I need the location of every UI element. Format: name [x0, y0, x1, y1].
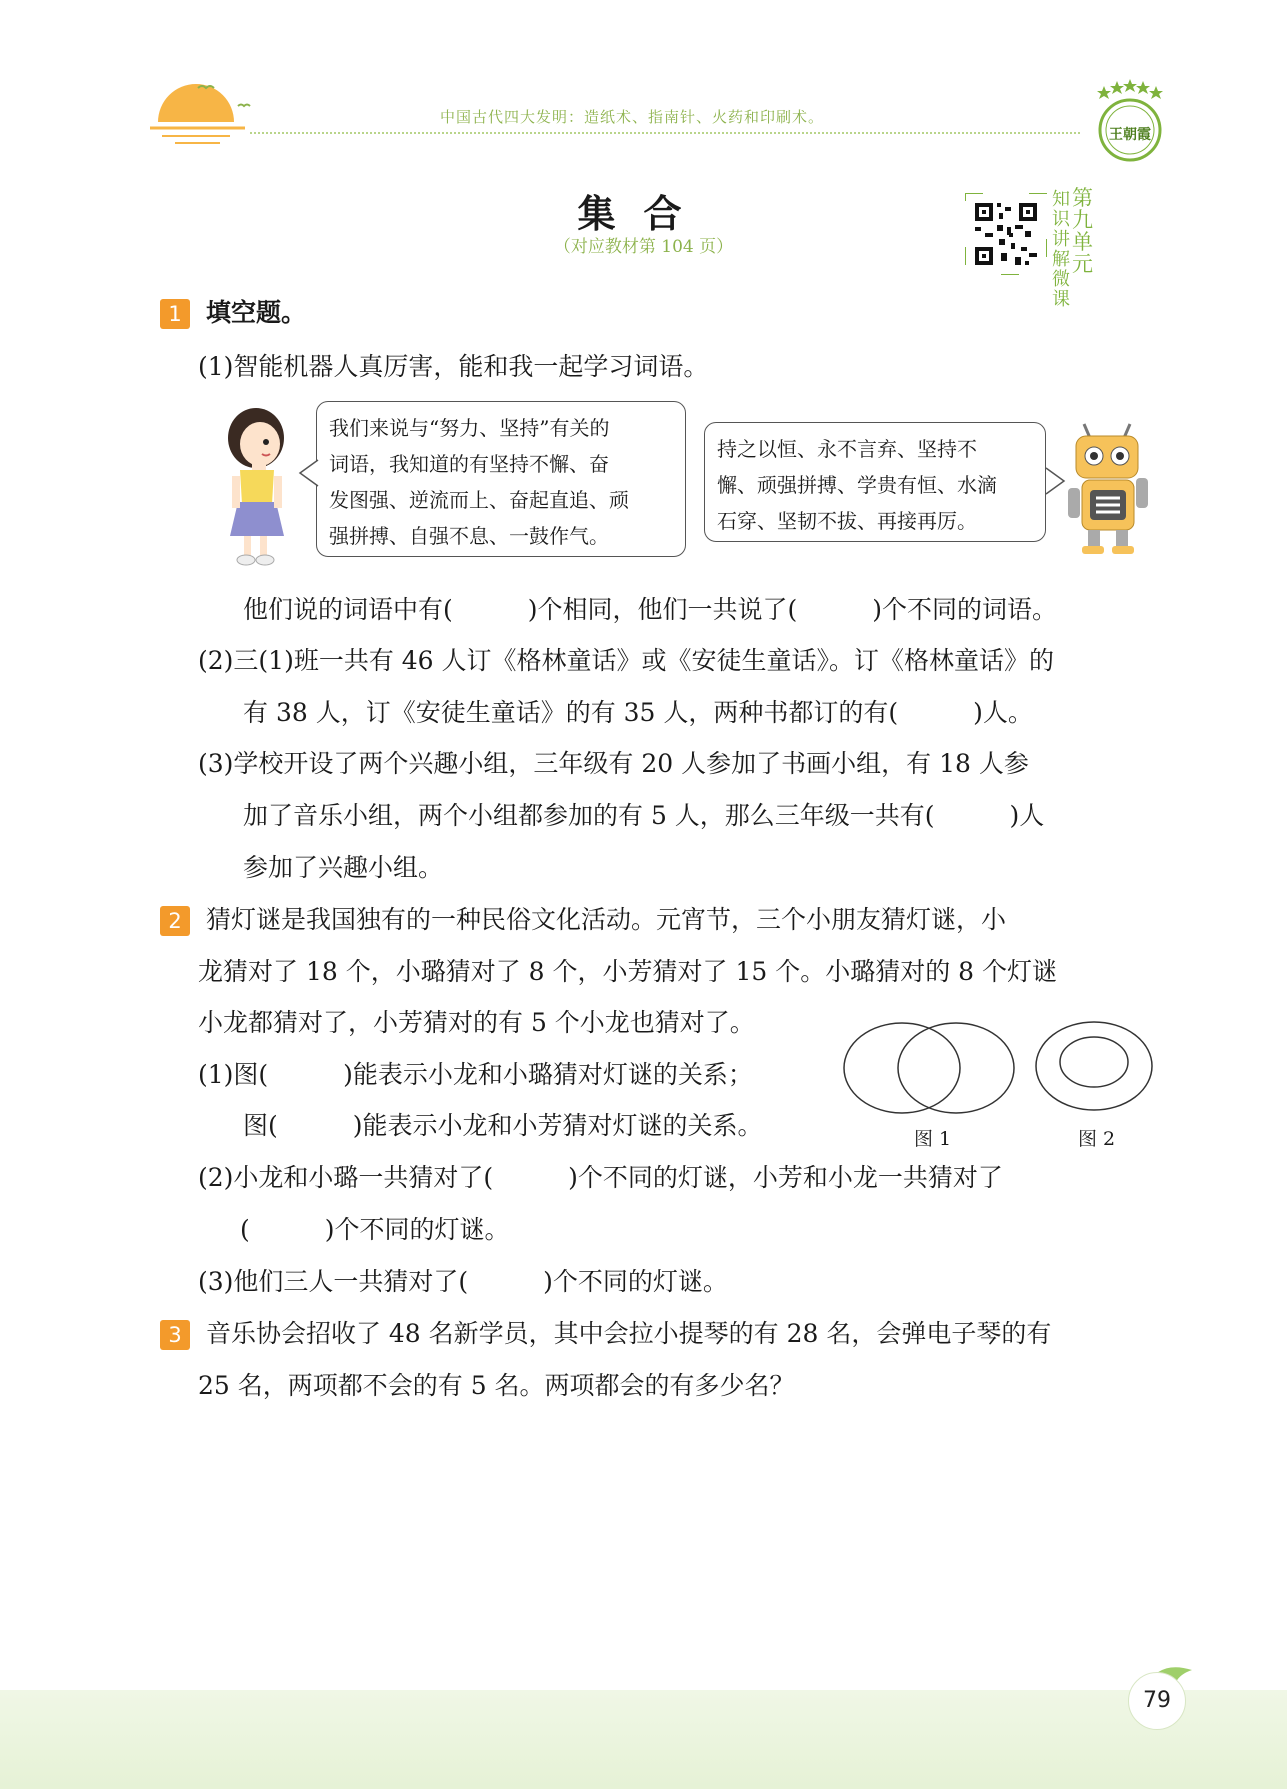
page-subtitle: （对应教材第 104 页）: [553, 237, 734, 257]
page-title: 集合: [577, 192, 710, 236]
girl-bubble-line: 我们来说与“努力、坚持”有关的: [329, 416, 610, 440]
q3-line2: 25 名，两项都不会的有 5 名。两项都会的有多少名？: [198, 1371, 795, 1400]
q2-line1-row: [160, 900, 1006, 936]
robot-speech-bubble: [704, 422, 1046, 542]
q3-line1-row: [160, 1314, 1051, 1350]
robot-bubble-tail: [1044, 466, 1066, 500]
venn-figure-1: [840, 1018, 1020, 1118]
q1-part3-line3: 参加了兴趣小组。: [243, 853, 444, 882]
q1-part1-question: 他们说的词语中有( )个相同，他们一共说了( )个不同的词语。: [243, 595, 1058, 624]
girl-bubble-line: 词语，我知道的有坚持不懈、奋: [329, 452, 609, 476]
q2-part1-line2: 图( )能表示小龙和小芳猜对灯谜的关系。: [243, 1111, 763, 1140]
qr-side-label: [1052, 186, 1093, 310]
q2-number: 2: [160, 906, 190, 936]
sun-logo: [150, 78, 260, 158]
q3-line1: 音乐协会招收了 48 名新学员，其中会拉小提琴的有 28 名，会弹电子琴的有: [205, 1319, 1052, 1348]
q2-part2-line1: (2)小龙和小璐一共猜对了( )个不同的灯谜，小芳和小龙一共猜对了: [198, 1163, 1003, 1192]
q2-part1-line1: (1)图( )能表示小龙和小璐猜对灯谜的关系；: [198, 1060, 753, 1089]
q2-line1: 猜灯谜是我国独有的一种民俗文化活动。元宵节，三个小朋友猜灯谜，小: [205, 905, 1006, 934]
robot-illustration: [1064, 418, 1154, 558]
venn-figure-2: [1032, 1016, 1156, 1116]
qr-label-unit: 第九单元: [1072, 186, 1093, 276]
q1-part2-line2: 有 38 人，订《安徒生童话》的有 35 人，两种书都订的有( )人。: [243, 698, 1033, 727]
q1-part3-line1: (3)学校开设了两个兴趣小组，三年级有 20 人参加了书画小组，有 18 人参: [198, 749, 1029, 778]
q1-part2-line1: (2)三(1)班一共有 46 人订《格林童话》或《安徒生童话》。订《格林童话》的: [198, 646, 1055, 675]
q2-line3: 小龙都猜对了，小芳猜对的有 5 个小龙也猜对了。: [198, 1008, 755, 1037]
girl-bubble-line: 发图强、逆流而上、奋起直追、顽: [329, 488, 629, 512]
page-number: 79: [1128, 1672, 1186, 1730]
brand-badge: [1090, 78, 1166, 170]
q2-part2-line2: ( )个不同的灯谜。: [240, 1215, 510, 1244]
header-divider: [250, 132, 1080, 134]
q2-line2: 龙猜对了 18 个，小璐猜对了 8 个，小芳猜对了 15 个。小璐猜对的 8 个灯谜: [198, 957, 1058, 986]
q1-part3-line2: 加了音乐小组，两个小组都参加的有 5 人，那么三年级一共有( )人: [243, 801, 1045, 830]
q2-part3-line1: (3)他们三人一共猜对了( )个不同的灯谜。: [198, 1267, 728, 1296]
robot-bubble-line: 懈、顽强拼搏、学贵有恒、水滴: [717, 473, 997, 497]
qr-code-icon[interactable]: [965, 193, 1047, 275]
header-running-text: 中国古代四大发明：造纸术、指南针、火药和印刷术。: [440, 108, 825, 126]
robot-bubble-line: 石穿、坚韧不拔、再接再厉。: [717, 509, 977, 533]
footer-band: [0, 1690, 1287, 1789]
qr-label-micro-lesson: 知识讲解微课: [1052, 189, 1070, 310]
robot-bubble-line: 持之以恒、永不言弃、坚持不: [717, 437, 977, 461]
q1-part1-lead: (1)智能机器人真厉害，能和我一起学习词语。: [198, 352, 709, 381]
q3-number: 3: [160, 1320, 190, 1350]
q1-heading-row: [160, 293, 306, 329]
fig1-label: 图 1: [914, 1128, 952, 1150]
q1-heading: 填空题。: [205, 298, 306, 327]
q1-number: 1: [160, 299, 190, 329]
girl-bubble-tail: [298, 458, 320, 492]
girl-speech-bubble: [316, 401, 686, 557]
girl-illustration: [222, 404, 292, 569]
badge-text: 王朝霞: [1109, 127, 1151, 143]
girl-bubble-line: 强拼搏、自强不息、一鼓作气。: [329, 524, 609, 548]
fig2-label: 图 2: [1078, 1128, 1116, 1150]
